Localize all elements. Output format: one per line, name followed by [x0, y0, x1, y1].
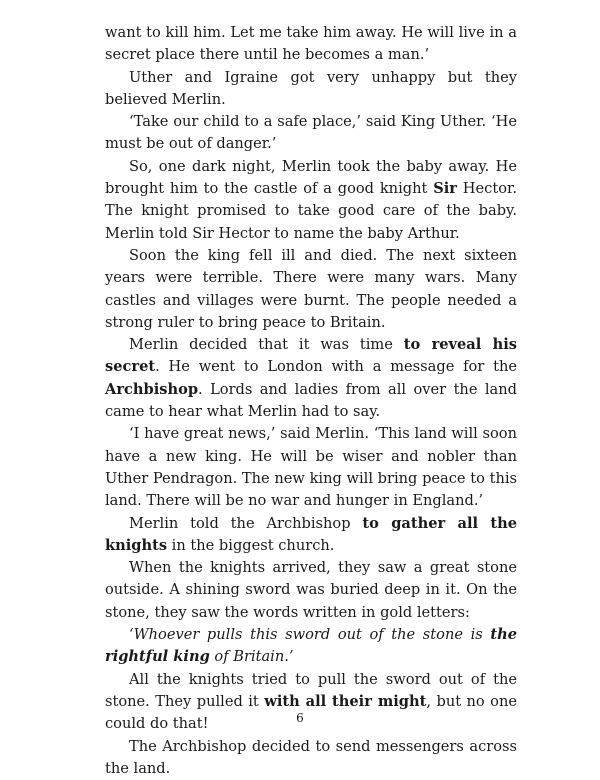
- paragraph-6: [105, 334, 517, 423]
- bold-term: with all their might: [264, 693, 426, 710]
- text-segment: When the knights arrived, they saw a great stone outside. A shining sword was buried deep in it. On the stone, they saw the words written in gold letters:: [105, 559, 517, 621]
- paragraph-11: [105, 669, 517, 736]
- paragraph-7: [105, 423, 517, 512]
- text-segment: want to kill him. Let me take him away. He will live in a secret place there until he becomes a man.’: [105, 24, 517, 63]
- paragraph-9: [105, 557, 517, 624]
- italic-text: the rightful king: [105, 626, 517, 665]
- paragraph-3: [105, 111, 517, 156]
- paragraph-8: [105, 513, 517, 558]
- text-segment: The Archbishop decided to send messengers across the land.: [105, 738, 517, 777]
- paragraph-5: [105, 245, 517, 334]
- text-segment: Merlin decided that it was time: [129, 336, 404, 353]
- text-segment: in the biggest church.: [167, 537, 334, 554]
- bold-term: Sir: [433, 180, 457, 197]
- paragraph-10-inscription: [105, 624, 517, 669]
- bold-term: to gather all the knights: [105, 515, 517, 554]
- text-segment: All the knights tried to pull the sword out of the stone. They pulled it: [105, 671, 517, 710]
- text-segment: Merlin told the Archbishop: [129, 515, 362, 532]
- bold-term: to reveal his secret: [105, 336, 517, 375]
- text-segment: Soon the king fell ill and died. The next sixteen years were terrible. There were many wars. Many castles and villages were burnt. The people needed a strong ruler to bring peace to Britain.: [105, 247, 517, 331]
- text-segment: ‘I have great news,’ said Merlin. ‘This land will soon have a new king. He will be wiser and nobler than Uther Pendragon. The new king will bring peace to this land. There will be no war and hunger in England.’: [105, 425, 517, 509]
- paragraph-4: [105, 156, 517, 245]
- text-segment: So, one dark night, Merlin took the baby away. He brought him to the castle of a good knight: [105, 158, 517, 197]
- paragraph-1: [105, 22, 517, 67]
- text-segment: ‘Take our child to a safe place,’ said King Uther. ‘He must be out of danger.’: [105, 113, 517, 152]
- text-segment: , but no one could do that!: [105, 693, 517, 732]
- text-segment: . He went to London with a message for the: [155, 358, 517, 375]
- text-segment: Hector. The knight promised to take good care of the baby. Merlin told Sir Hector to name the baby Arthur.: [105, 180, 517, 242]
- italic-text: ‘Whoever pulls this sword out of the stone is: [129, 626, 490, 643]
- paragraph-12: [105, 736, 517, 780]
- bold-term: Archbishop: [105, 381, 198, 398]
- italic-text: of Britain.’: [210, 648, 294, 665]
- text-segment: Uther and Igraine got very unhappy but they believed Merlin.: [105, 69, 517, 108]
- text-segment: . Lords and ladies from all over the land came to hear what Merlin had to say.: [105, 381, 517, 420]
- book-page-text: [105, 22, 517, 780]
- paragraph-2: [105, 67, 517, 112]
- page-number: 6: [0, 711, 600, 725]
